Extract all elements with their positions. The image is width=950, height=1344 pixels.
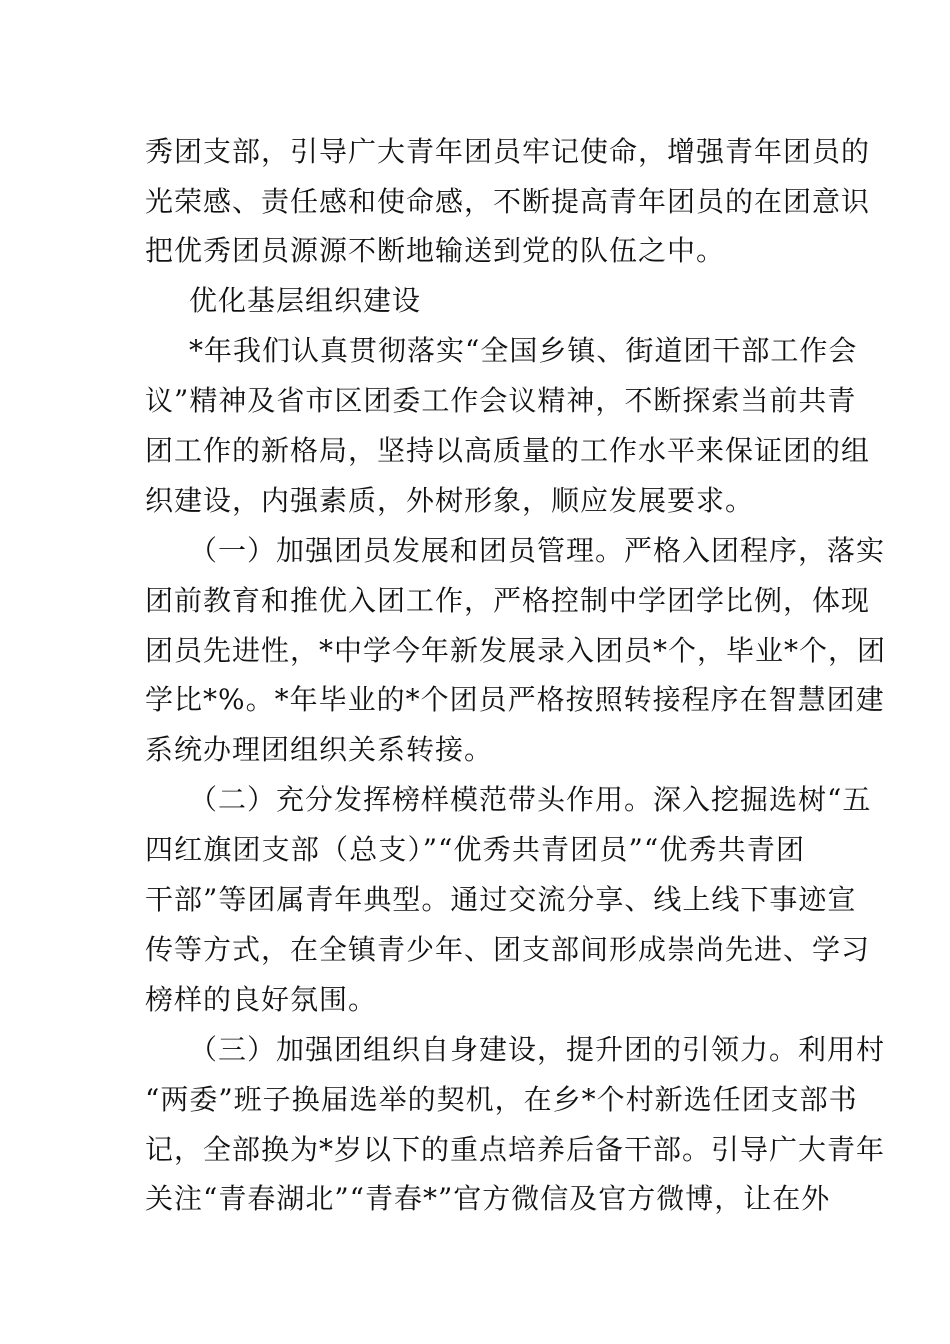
text-line: 传等方式，在全镇青少年、团支部间形成崇尚先进、学习 xyxy=(145,933,871,966)
text-line: “两委”班子换届选举的契机，在乡*个村新选任团支部书 xyxy=(145,1083,858,1116)
text-line: 学比*%。*年毕业的*个团员严格按照转接程序在智慧团建 xyxy=(145,683,885,716)
text-line: （一）加强团员发展和团员管理。严格入团程序，落实 xyxy=(189,534,886,567)
text-line: 织建设，内强素质，外树形象，顺应发展要求。 xyxy=(145,484,755,517)
text-line: 把优秀团员源源不断地输送到党的队伍之中。 xyxy=(145,234,726,267)
text-line: 议”精神及省市区团委工作会议精神，不断探索当前共青 xyxy=(145,384,857,417)
text-line: 团前教育和推优入团工作，严格控制中学团学比例，体现 xyxy=(145,584,871,617)
text-line: 团员先进性，*中学今年新发展录入团员*个，毕业*个，团 xyxy=(145,634,887,667)
text-line: 团工作的新格局，坚持以高质量的工作水平来保证团的组 xyxy=(145,434,871,467)
text-line: 榜样的良好氛围。 xyxy=(145,983,378,1016)
text-line: 光荣感、责任感和使命感，不断提高青年团员的在团意识 xyxy=(145,185,871,218)
text-line: 四红旗团支部（总支）”“优秀共青团员”“优秀共青团 xyxy=(145,833,805,866)
section-heading: 优化基层组织建设 xyxy=(189,284,422,317)
text-line: 记，全部换为*岁以下的重点培养后备干部。引导广大青年 xyxy=(145,1133,886,1166)
text-line: *年我们认真贯彻落实“全国乡镇、街道团干部工作会 xyxy=(189,334,858,367)
text-line: 秀团支部，引导广大青年团员牢记使命，增强青年团员的 xyxy=(145,135,871,168)
text-line: （三）加强团组织自身建设，提升团的引领力。利用村 xyxy=(189,1033,886,1066)
text-line: 干部”等团属青年典型。通过交流分享、线上线下事迹宣 xyxy=(145,883,857,916)
text-line: 系统办理团组织关系转接。 xyxy=(145,733,494,766)
text-line: （二）充分发挥榜样模范带头作用。深入挖掘选树“五 xyxy=(189,783,872,816)
text-line: 关注“青春湖北”“青春*”官方微信及官方微博，让在外 xyxy=(145,1182,831,1215)
